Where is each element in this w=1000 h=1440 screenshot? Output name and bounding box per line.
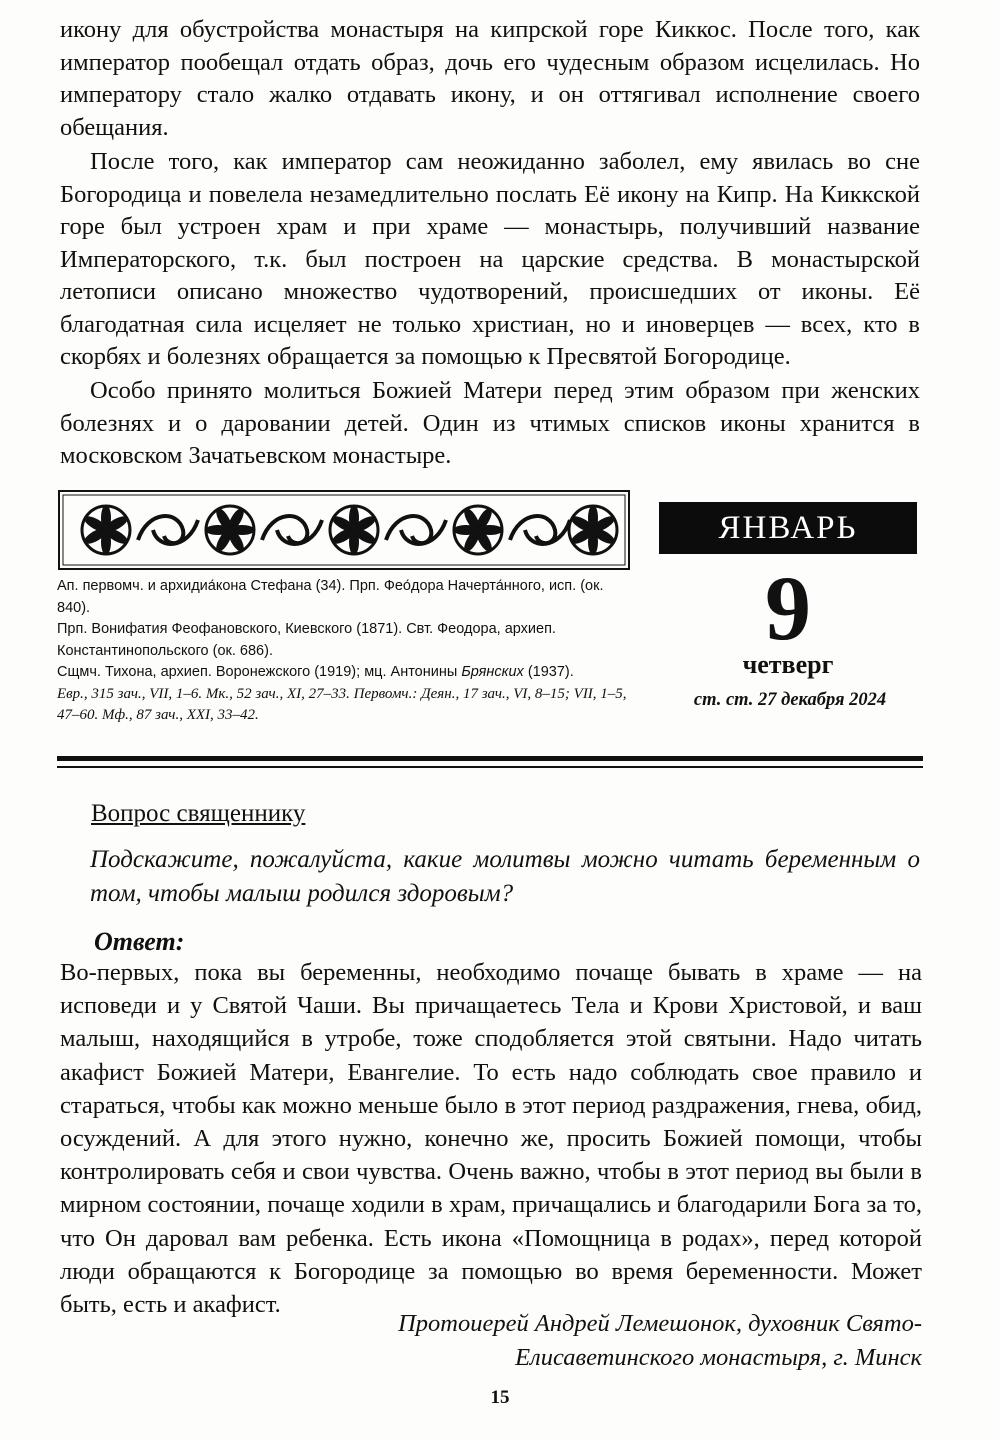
signature bbox=[300, 1307, 922, 1375]
divider-thick bbox=[57, 756, 923, 761]
ornament-rosette bbox=[569, 505, 617, 555]
ornament-rosette bbox=[205, 506, 255, 554]
ornament-scroll bbox=[510, 516, 570, 544]
saints-line: Ап. первомч. и архидиа́кона Стефана (34). Прп. Фео́дора Начерта́нного, исп. (ок. 840). bbox=[57, 578, 604, 616]
signature-line: Протоиерей Андрей Лемешонок, духовник Свято- bbox=[398, 1310, 922, 1337]
scripture-readings: Евр., 315 зач., VII, 1–6. Мк., 52 зач., XI, 27–33. Первомч.: Деян., 17 зач., VI, 8–15; VII, 1–5, 47–60. Мф., 87 зач., XXI, 33–42. bbox=[57, 685, 627, 723]
ornament-rosette bbox=[330, 505, 378, 555]
calendar-month-label: ЯНВАРЬ bbox=[659, 502, 917, 554]
story-paragraph-3: Особо принято молиться Божией Матери перед этим образом при женских болезнях и о даровании детей. Один из чтимых списков иконы хранится в московском Зачатьевском монастыре. bbox=[60, 377, 920, 469]
saints-commemoration bbox=[57, 576, 635, 727]
answer-text: Во-первых, пока вы беременны, необходимо почаще бывать в храме — на исповеди и у Святой Чаши. Вы причащаетесь Тела и Крови Христовой, и ваш малыш, находящийся в утробе, тоже сподобляется этой святыни. Надо читать акафист Божией Матери, Евангелие. То есть надо соблюдать свое правило и стараться, чтобы как можно меньше было в этот период раздражения, гнева, обид, осуждений. А для этого нужно, конечно же, просить Божией помощи, чтобы контролировать себя и свои чувства. Очень важно, чтобы в этот период вы были в мирном состоянии, почаще ходили в храм, причащались и благодарили Бога за то, что Он даровал вам ребенка. Есть икона «Помощница в родах», перед которой люди обращаются к Богородице за помощью во время беременности. Может быть, есть и акафист. bbox=[60, 959, 922, 1319]
calendar-day-number: 9 bbox=[765, 557, 811, 659]
answer-label: Ответ: bbox=[94, 927, 185, 956]
saints-line: Прп. Вонифатия Феофановского, Киевского (1871). Свт. Феодора, архиеп. Константинопольского (ок. 686). bbox=[57, 621, 556, 659]
saints-line-end: (1937). bbox=[523, 664, 574, 680]
saints-line-italic: Брянских bbox=[461, 664, 524, 680]
ornament-rosette bbox=[82, 505, 130, 555]
signature-line: Елисаветинского монастыря, г. Минск bbox=[515, 1344, 922, 1371]
ornament-scroll bbox=[386, 516, 446, 544]
calendar-old-style-date: ст. ст. 27 декабря 2024 bbox=[693, 690, 887, 710]
divider-thin bbox=[57, 766, 923, 768]
question-text: Подскажите, пожалуйста, какие молитвы можно читать беременным о том, чтобы малыш родился здоровым? bbox=[90, 846, 920, 907]
calendar-weekday: четверг bbox=[742, 650, 834, 679]
page-number: 15 bbox=[490, 1387, 510, 1408]
ornament-border bbox=[58, 490, 630, 570]
story-paragraph-1: икону для обустройства монастыря на кипрской горе Киккос. После того, как император пообещал отдать образ, дочь его чудесным образом исцелилась. Но императору стало жалко отдавать икону, и он оттягивал исполнение своего обещания. bbox=[60, 16, 920, 141]
ornament-scroll bbox=[262, 516, 322, 544]
saints-line bbox=[57, 662, 635, 684]
story-paragraph-2: После того, как император сам неожиданно заболел, ему явилась во сне Богородица и повелела незамедлительно послать Её икону на Кипр. На Киккской горе был устроен храм и при храме — монастырь, получивший название Императорского, т.к. был построен на царские средства. В монастырской летописи описано множество чудотворений, происшедших от иконы. Её благодатная сила исцеляет не только христиан, но и иноверцев — всех, кто в скорбях и болезнях обращается за помощью к Пресвятой Богородице. bbox=[60, 148, 920, 370]
ornament-scroll bbox=[138, 516, 198, 544]
saints-line-text: Сщмч. Тихона, архиеп. Воронежского (1919); мц. Антонины bbox=[57, 664, 462, 680]
question-heading: Вопрос священнику bbox=[91, 800, 306, 827]
ornament-rosette bbox=[453, 506, 503, 554]
